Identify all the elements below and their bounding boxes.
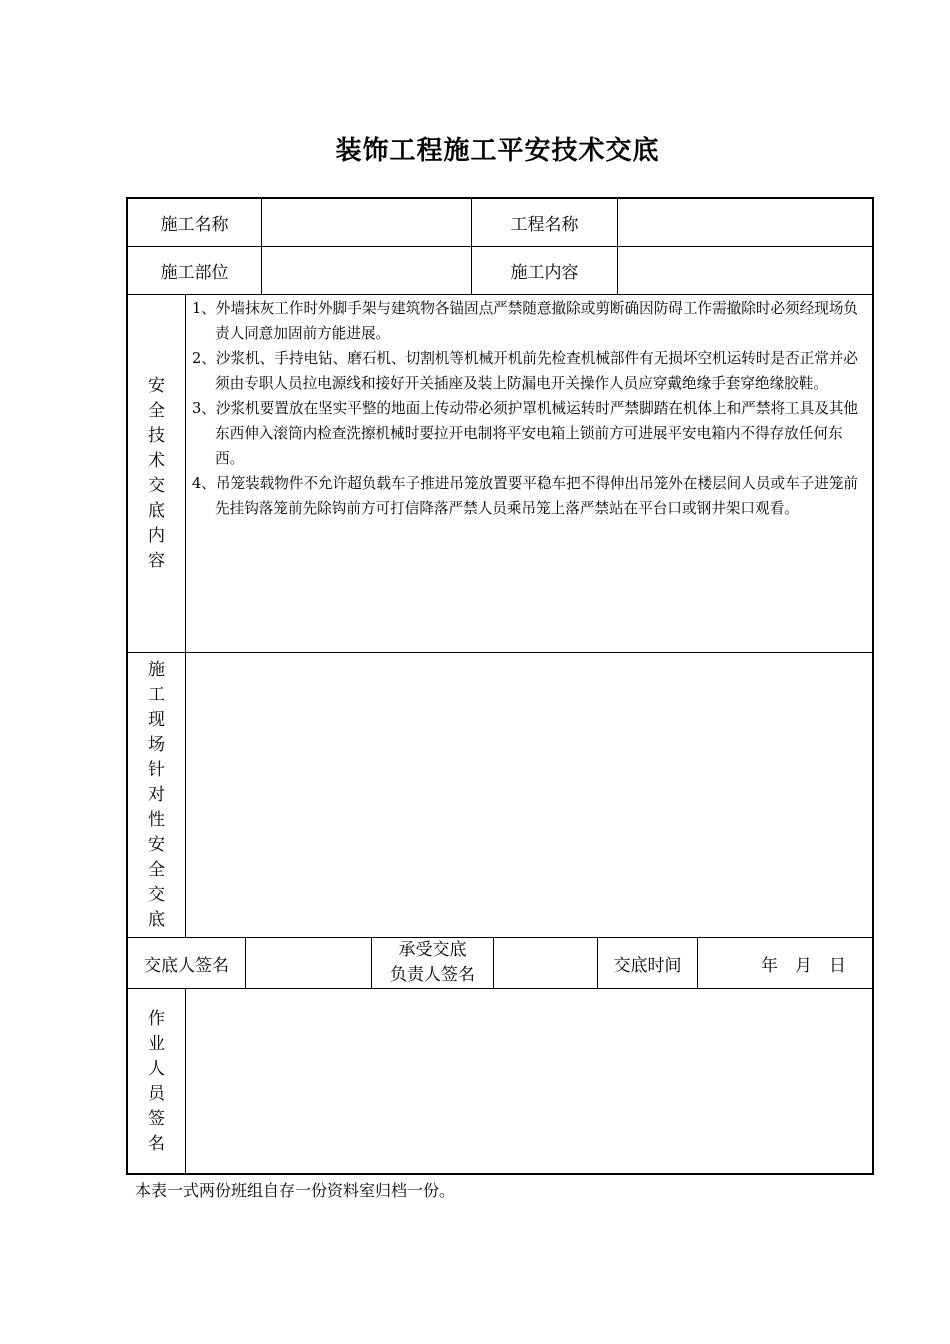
safety-content-label: [128, 374, 185, 574]
discloser-signature-label: 交底人签名: [144, 955, 229, 976]
receiver-label-line1: 承受交底: [398, 940, 467, 960]
label-char: 全: [148, 401, 165, 421]
receiver-label-line2: 负责人签名: [390, 965, 475, 985]
document-title: 装饰工程施工平安技术交底: [335, 136, 660, 166]
construction-name-field[interactable]: [262, 199, 471, 246]
label-char: 对: [148, 785, 165, 805]
construction-name-label: 施工名称: [160, 215, 229, 235]
label-char: 安: [148, 376, 165, 396]
label-char: 内: [148, 526, 165, 546]
label-char: 现: [148, 710, 165, 730]
construction-part-label: 施工部位: [160, 263, 229, 283]
construction-content-field[interactable]: [618, 247, 872, 294]
disclosure-date-field[interactable]: 年 月 日: [761, 955, 846, 976]
label-char: 签: [148, 1109, 165, 1129]
label-char: 施: [148, 660, 165, 680]
safety-item: 4、吊笼装载物件不允许超负载车子推进吊笼放置要平稳车把不得伸出吊笼外在楼层间人员或车子进笼前先挂钩落笼前先除钩前方可打信降落严禁人员乘吊笼上落严禁站在平台口或钢井架口观看。: [192, 475, 859, 517]
label-char: 技: [148, 426, 165, 446]
label-char: 场: [148, 735, 165, 755]
label-char: 性: [148, 810, 165, 830]
construction-part-field[interactable]: [262, 247, 471, 294]
safety-items-list: [192, 296, 866, 521]
receiver-signature-field[interactable]: [494, 938, 597, 988]
label-char: 作: [148, 1009, 165, 1029]
label-char: 底: [148, 501, 165, 521]
label-char: 业: [148, 1034, 165, 1054]
label-char: 底: [148, 910, 165, 930]
safety-item: 3、沙浆机要置放在坚实平整的地面上传动带必须护罩机械运转时严禁脚踏在机体上和严禁将工具及其他东西伸入滚筒内检查洗擦机械时要拉开电制将平安电箱上锁前方可进展平安电箱内不得存放任何东西。: [192, 400, 859, 467]
label-char: 针: [148, 760, 165, 780]
label-char: 交: [148, 885, 165, 905]
row-divider: [127, 294, 873, 295]
footnote: 本表一式两份班组自存一份资料室归档一份。: [135, 1181, 456, 1200]
label-char: 工: [148, 685, 165, 705]
label-char: 名: [148, 1134, 165, 1154]
label-char: 术: [148, 451, 165, 471]
receiver-signature-label: [372, 938, 493, 988]
construction-content-label: 施工内容: [510, 263, 579, 283]
label-char: 交: [148, 476, 165, 496]
onsite-safety-field[interactable]: [186, 653, 872, 937]
safety-item: 1、外墙抹灰工作时外脚手架与建筑物各锚固点严禁随意撤除或剪断确因防碍工作需撤除时必须经现场负责人同意加固前方能进展。: [192, 300, 859, 342]
discloser-signature-field[interactable]: [246, 938, 371, 988]
workers-signature-label: [128, 1007, 185, 1157]
label-char: 容: [148, 551, 165, 571]
project-name-label: 工程名称: [510, 215, 579, 235]
label-char: 全: [148, 860, 165, 880]
onsite-safety-label: [128, 658, 185, 933]
label-char: 安: [148, 835, 165, 855]
safety-item: 2、沙浆机、手持电钻、磨石机、切割机等机械开机前先检查机械部件有无损坏空机运转时是否正常并必须由专职人员拉电源线和接好开关插座及装上防漏电开关操作人员应穿戴绝缘手套穿绝缘胶鞋。: [192, 350, 859, 392]
label-char: 人: [148, 1059, 165, 1079]
workers-signature-field[interactable]: [186, 989, 872, 1173]
disclosure-time-label: 交底时间: [613, 955, 682, 976]
project-name-field[interactable]: [618, 199, 872, 246]
label-char: 员: [148, 1084, 165, 1104]
